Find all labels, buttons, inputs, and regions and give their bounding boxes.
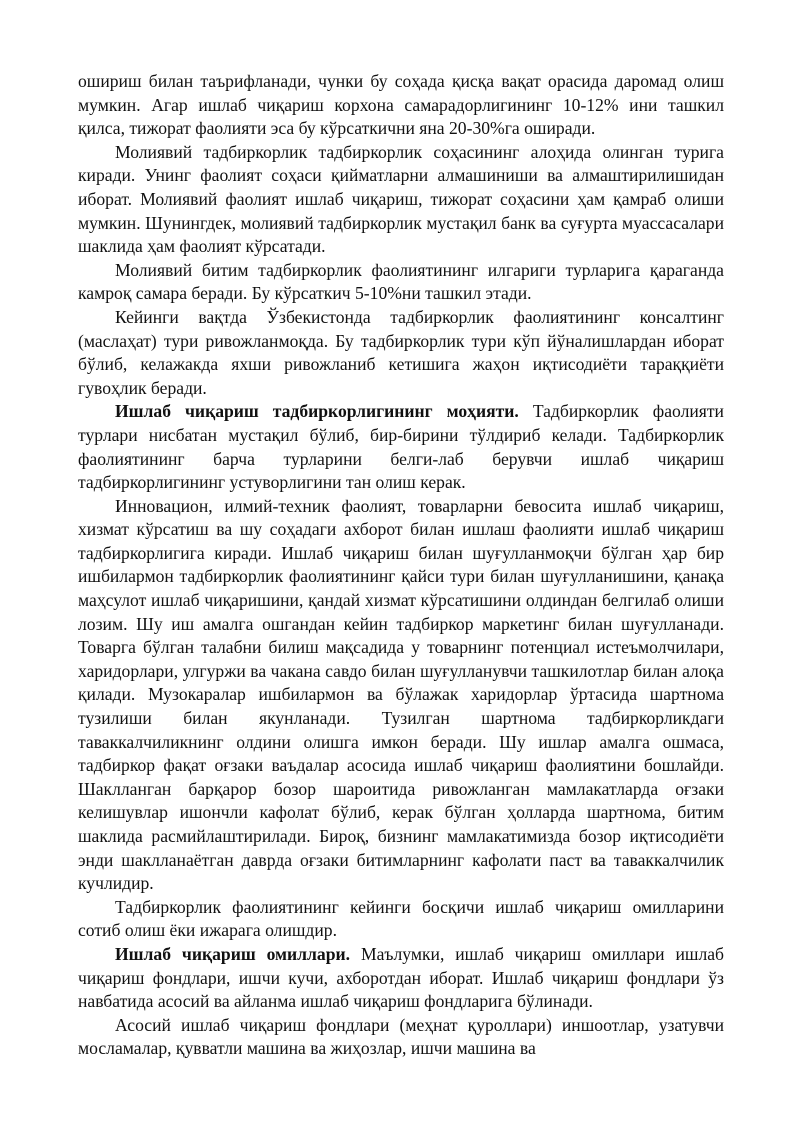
paragraph-text: Молиявий битим тадбиркорлик фаолиятининг илгариги турларига қараганда камроқ самара беради. Бу кўрсаткич 5-10%ни ташкил этади. <box>78 259 724 304</box>
paragraph-continuation <box>78 70 724 141</box>
paragraph-financial-deal <box>78 259 724 306</box>
paragraph-heading: Ишлаб чиқариш тадбиркорлигининг моҳияти. <box>115 401 519 422</box>
paragraph-fixed-assets <box>78 1014 724 1061</box>
paragraph-financial-entrepreneurship <box>78 141 724 259</box>
paragraph-text: Кейинги вақтда Ўзбекистонда тадбиркорлик фаолиятининг консалтинг (маслаҳат) тури ривожланмоқда. Бу тадбиркорлик тури кўп йўналишлардан иборат бўлиб, келажакда яхши ривожланиб кетишига жаҳон иқтисодиёти тараққиёти гувоҳлик беради. <box>78 306 724 398</box>
paragraph-production-essence <box>78 400 724 494</box>
paragraph-heading: Ишлаб чиқариш омиллари. <box>115 943 351 964</box>
paragraph-consulting <box>78 306 724 400</box>
paragraph-text: Молиявий тадбиркорлик тадбиркорлик соҳасининг алоҳида олинган турига киради. Унинг фаолият соҳаси қийматларни алмашиниши ва алмаштирилишидан иборат. Молиявий фаолият ишлаб чиқариш, тижорат соҳасини ҳам қамраб олиши мумкин. Шунингдек, молиявий тадбиркорлик мустақил банк ва суғурта муассасалари шаклида ҳам фаолият кўрсатади. <box>78 141 724 257</box>
paragraph-production-factors <box>78 943 724 1014</box>
paragraph-text: Тадбиркорлик фаолиятининг кейинги босқичи ишлаб чиқариш омилларини сотиб олиш ёки ижарага олишдир. <box>78 896 724 941</box>
paragraph-text: Асосий ишлаб чиқариш фондлари (меҳнат қуроллари) иншоотлар, узатувчи мосламалар, қувватли машина ва жиҳозлар, ишчи машина ва <box>78 1014 724 1059</box>
paragraph-next-stage <box>78 896 724 943</box>
paragraph-innovation <box>78 495 724 896</box>
paragraph-text: Тадбиркорлик фаолияти турлари нисбатан мустақил бўлиб, бир-бирини тўлдириб келади. Тадбиркорлик фаолиятининг барча турларини белги-лаб берувчи ишлаб чиқариш тадбиркорлигининг устуворлигини тан олиш керак. <box>78 401 724 493</box>
document-page <box>78 70 724 1061</box>
paragraph-text: ошириш билан таърифланади, чунки бу соҳада қисқа вақат орасида даромад олиш мумкин. Агар ишлаб чиқариш корхона самарадорлигининг 10-12% ини ташкил қилса, тижорат фаолияти эса бу кўрсаткични яна 20-30%га оширади. <box>78 71 724 139</box>
paragraph-text: Инновацион, илмий-техник фаолият, товарларни бевосита ишлаб чиқариш, хизмат кўрсатиш ва шу соҳадаги ахборот билан ишлаш фаолияти ишлаб чиқариш тадбиркорлигига киради. Ишлаб чиқариш билан шуғулланмоқчи бўлган ҳар бир ишбилармон тадбиркорлик фаолиятининг қайси тури билан шуғулланишини, қанақа маҳсулот ишлаб чиқаришини, қандай хизмат кўрсатишини олдиндан белгилаб олиши лозим. Шу иш амалга ошгандан кейин тадбиркор маркетинг билан шуғулланади. Товарга бўлган талабни билиш мақсадида у товарнинг потенциал истеъмолчилари, харидорлари, улгуржи ва чакана савдо билан шуғулланувчи ташкилотлар билан алоқа қилади. Музокаралар ишбилармон ва бўлажак харидорлар ўртасида шартнома тузилиши билан якунланади. Тузилган шартнома тадбиркорликдаги таваккалчиликнинг олдини олишга имкон беради. Шу ишлар амалга ошмаса, тадбиркор фақат оғзаки ваъдалар асосида ишлаб чиқариш фаолиятини бошлайди. Шаклланган барқарор бозор шароитида ривожланган мамлакатларда оғзаки келишувлар ишончли кафолат бўлиб, керак бўлган ҳолларда шартнома, битим шаклида расмийлаштирилади. Бироқ, бизнинг мамлакатимизда бозор иқтисодиёти энди шаклланаётган даврда оғзаки битимларнинг кафолати паст ва таваккалчилик кучлидир. <box>78 495 724 894</box>
paragraph-text: Маълумки, ишлаб чиқариш омиллари ишлаб чиқариш фондлари, ишчи кучи, ахборотдан иборат. Ишлаб чиқариш фондлари ўз навбатида асосий ва айланма ишлаб чиқариш фондларига бўлинади. <box>78 943 724 1012</box>
